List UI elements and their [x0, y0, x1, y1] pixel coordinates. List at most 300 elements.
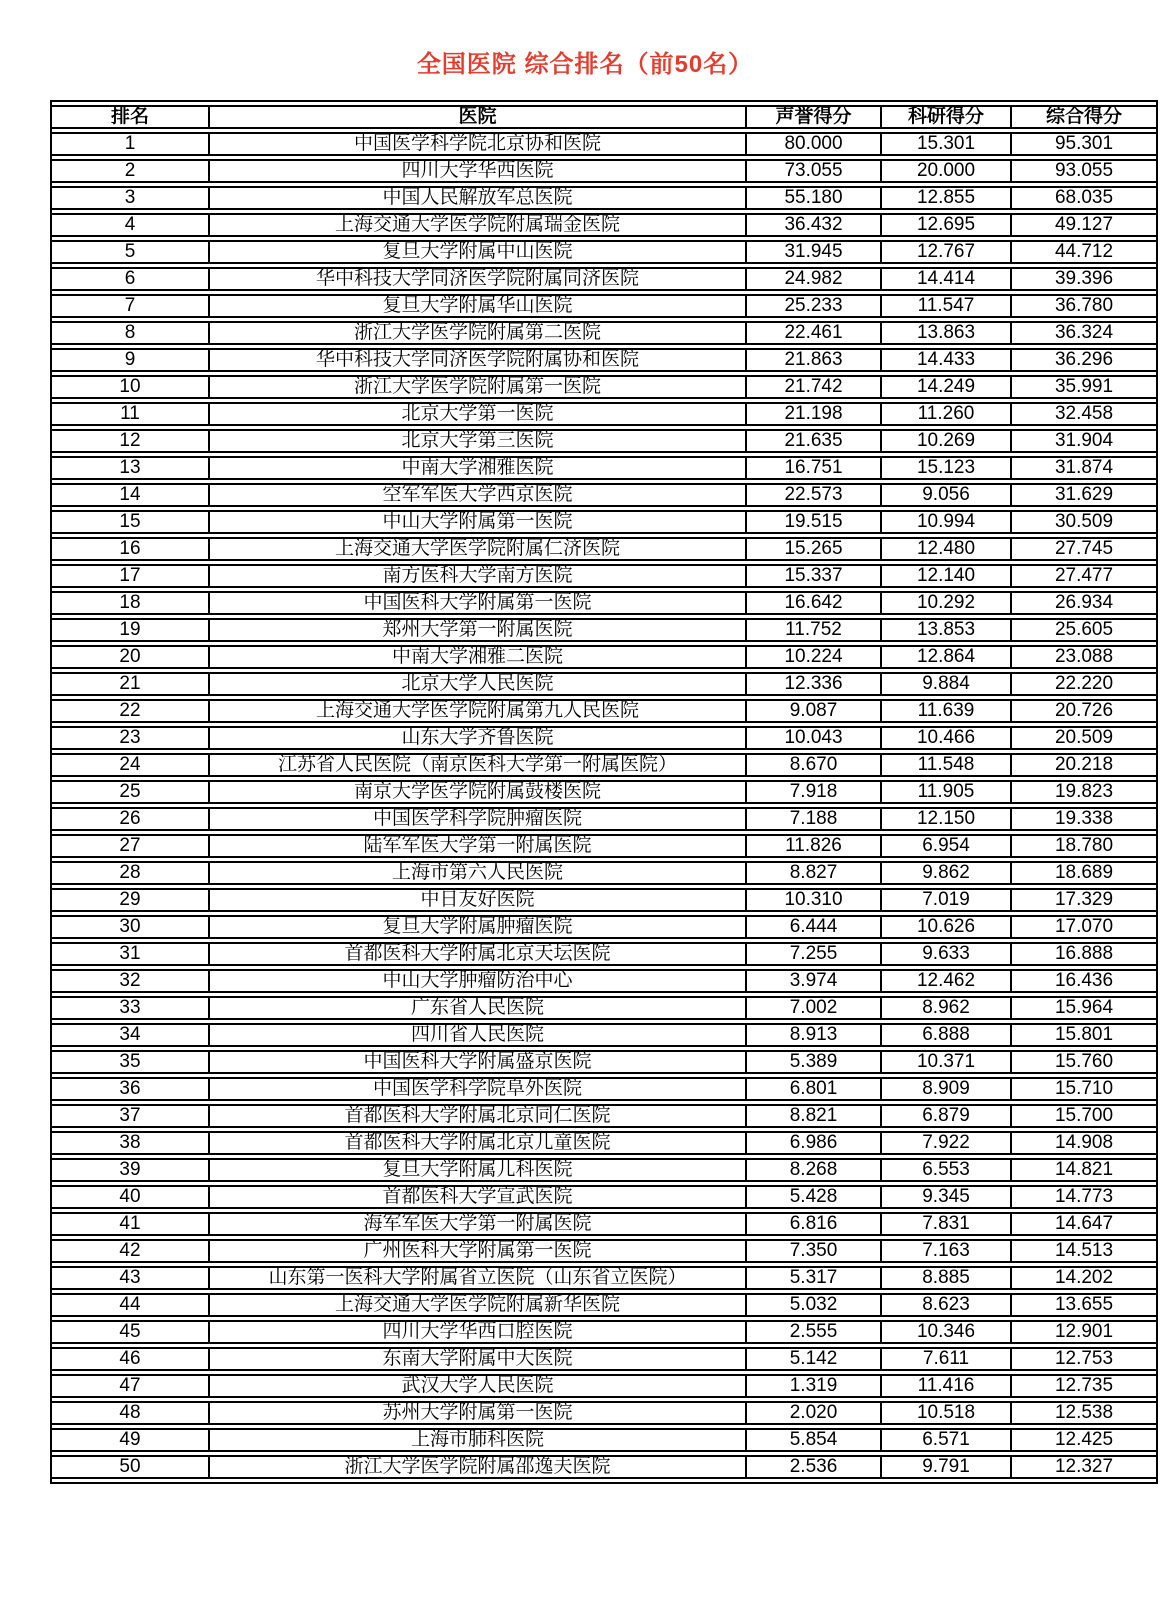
table-row [52, 699, 1156, 723]
overall-score-cell: 19.823 [1012, 780, 1156, 804]
table-row [52, 969, 1156, 993]
rank-cell: 32 [52, 969, 210, 993]
overall-score-cell: 16.888 [1012, 942, 1156, 966]
reputation-score-cell: 12.336 [747, 672, 882, 696]
hospital-name-cell: 中南大学湘雅医院 [210, 456, 747, 480]
overall-score-cell: 44.712 [1012, 240, 1156, 264]
rank-cell: 13 [52, 456, 210, 480]
rank-cell: 25 [52, 780, 210, 804]
reputation-score-cell: 8.913 [747, 1023, 882, 1047]
research-score-cell: 13.863 [882, 321, 1012, 345]
overall-score-cell: 36.780 [1012, 294, 1156, 318]
column-header-research: 科研得分 [882, 105, 1012, 129]
hospital-name-cell: 北京大学第一医院 [210, 402, 747, 426]
overall-score-cell: 23.088 [1012, 645, 1156, 669]
research-score-cell: 9.056 [882, 483, 1012, 507]
rank-cell: 49 [52, 1428, 210, 1452]
reputation-score-cell: 7.188 [747, 807, 882, 831]
table-row [52, 888, 1156, 912]
research-score-cell: 14.433 [882, 348, 1012, 372]
research-score-cell: 10.292 [882, 591, 1012, 615]
rank-cell: 28 [52, 861, 210, 885]
hospital-name-cell: 首都医科大学附属北京儿童医院 [210, 1131, 747, 1155]
hospital-name-cell: 上海交通大学医学院附属瑞金医院 [210, 213, 747, 237]
overall-score-cell: 14.513 [1012, 1239, 1156, 1263]
table-row [52, 1104, 1156, 1128]
table-row [52, 726, 1156, 750]
hospital-name-cell: 上海交通大学医学院附属第九人民医院 [210, 699, 747, 723]
reputation-score-cell: 5.317 [747, 1266, 882, 1290]
table-row [52, 213, 1156, 237]
reputation-score-cell: 25.233 [747, 294, 882, 318]
hospital-name-cell: 中国医学科学院阜外医院 [210, 1077, 747, 1101]
research-score-cell: 6.553 [882, 1158, 1012, 1182]
overall-score-cell: 17.329 [1012, 888, 1156, 912]
research-score-cell: 11.260 [882, 402, 1012, 426]
hospital-name-cell: 中日友好医院 [210, 888, 747, 912]
reputation-score-cell: 15.337 [747, 564, 882, 588]
overall-score-cell: 20.218 [1012, 753, 1156, 777]
table-row [52, 294, 1156, 318]
research-score-cell: 20.000 [882, 159, 1012, 183]
hospital-name-cell: 江苏省人民医院（南京医科大学第一附属医院） [210, 753, 747, 777]
table-row [52, 1455, 1156, 1479]
rank-cell: 14 [52, 483, 210, 507]
reputation-score-cell: 5.854 [747, 1428, 882, 1452]
rank-cell: 10 [52, 375, 210, 399]
hospital-name-cell: 华中科技大学同济医学院附属同济医院 [210, 267, 747, 291]
overall-score-cell: 31.629 [1012, 483, 1156, 507]
table-row [52, 1212, 1156, 1236]
overall-score-cell: 15.760 [1012, 1050, 1156, 1074]
overall-score-cell: 93.055 [1012, 159, 1156, 183]
hospital-name-cell: 山东大学齐鲁医院 [210, 726, 747, 750]
reputation-score-cell: 73.055 [747, 159, 882, 183]
overall-score-cell: 18.780 [1012, 834, 1156, 858]
hospital-name-cell: 浙江大学医学院附属邵逸夫医院 [210, 1455, 747, 1479]
research-score-cell: 14.414 [882, 267, 1012, 291]
reputation-score-cell: 1.319 [747, 1374, 882, 1398]
overall-score-cell: 31.904 [1012, 429, 1156, 453]
hospital-name-cell: 复旦大学附属肿瘤医院 [210, 915, 747, 939]
reputation-score-cell: 8.670 [747, 753, 882, 777]
table-row [52, 510, 1156, 534]
rank-cell: 30 [52, 915, 210, 939]
overall-score-cell: 14.773 [1012, 1185, 1156, 1209]
table-row [52, 1239, 1156, 1263]
reputation-score-cell: 21.198 [747, 402, 882, 426]
hospital-name-cell: 广东省人民医院 [210, 996, 747, 1020]
table-row [52, 159, 1156, 183]
table-row [52, 321, 1156, 345]
overall-score-cell: 20.509 [1012, 726, 1156, 750]
overall-score-cell: 14.647 [1012, 1212, 1156, 1236]
hospital-name-cell: 复旦大学附属华山医院 [210, 294, 747, 318]
overall-score-cell: 19.338 [1012, 807, 1156, 831]
hospital-name-cell: 空军军医大学西京医院 [210, 483, 747, 507]
table-row [52, 456, 1156, 480]
overall-score-cell: 36.296 [1012, 348, 1156, 372]
table-row [52, 1158, 1156, 1182]
hospital-name-cell: 中国医科大学附属盛京医院 [210, 1050, 747, 1074]
rank-cell: 50 [52, 1455, 210, 1479]
table-row [52, 564, 1156, 588]
overall-score-cell: 12.538 [1012, 1401, 1156, 1425]
overall-score-cell: 30.509 [1012, 510, 1156, 534]
hospital-name-cell: 上海交通大学医学院附属新华医院 [210, 1293, 747, 1317]
rank-cell: 27 [52, 834, 210, 858]
hospital-name-cell: 南京大学医学院附属鼓楼医院 [210, 780, 747, 804]
hospital-name-cell: 苏州大学附属第一医院 [210, 1401, 747, 1425]
reputation-score-cell: 16.642 [747, 591, 882, 615]
research-score-cell: 8.962 [882, 996, 1012, 1020]
rank-cell: 33 [52, 996, 210, 1020]
hospital-name-cell: 上海交通大学医学院附属仁济医院 [210, 537, 747, 561]
rank-cell: 31 [52, 942, 210, 966]
table-row [52, 1131, 1156, 1155]
overall-score-cell: 20.726 [1012, 699, 1156, 723]
reputation-score-cell: 19.515 [747, 510, 882, 534]
table-row [52, 807, 1156, 831]
research-score-cell: 7.922 [882, 1131, 1012, 1155]
table-row [52, 483, 1156, 507]
reputation-score-cell: 11.752 [747, 618, 882, 642]
table-row [52, 1185, 1156, 1209]
hospital-name-cell: 上海市第六人民医院 [210, 861, 747, 885]
rank-cell: 35 [52, 1050, 210, 1074]
overall-score-cell: 95.301 [1012, 132, 1156, 156]
reputation-score-cell: 5.032 [747, 1293, 882, 1317]
research-score-cell: 8.623 [882, 1293, 1012, 1317]
hospital-name-cell: 首都医科大学附属北京天坛医院 [210, 942, 747, 966]
hospital-name-cell: 复旦大学附属儿科医院 [210, 1158, 747, 1182]
reputation-score-cell: 3.974 [747, 969, 882, 993]
reputation-score-cell: 24.982 [747, 267, 882, 291]
overall-score-cell: 12.901 [1012, 1320, 1156, 1344]
research-score-cell: 10.346 [882, 1320, 1012, 1344]
reputation-score-cell: 31.945 [747, 240, 882, 264]
reputation-score-cell: 5.142 [747, 1347, 882, 1371]
hospital-name-cell: 郑州大学第一附属医院 [210, 618, 747, 642]
rank-cell: 7 [52, 294, 210, 318]
research-score-cell: 15.123 [882, 456, 1012, 480]
research-score-cell: 15.301 [882, 132, 1012, 156]
research-score-cell: 10.994 [882, 510, 1012, 534]
hospital-name-cell: 上海市肺科医院 [210, 1428, 747, 1452]
table-row [52, 1374, 1156, 1398]
table-row [52, 1428, 1156, 1452]
reputation-score-cell: 21.635 [747, 429, 882, 453]
table-row [52, 780, 1156, 804]
table-row [52, 132, 1156, 156]
reputation-score-cell: 2.536 [747, 1455, 882, 1479]
table-row [52, 1293, 1156, 1317]
research-score-cell: 6.888 [882, 1023, 1012, 1047]
table-row [52, 537, 1156, 561]
reputation-score-cell: 10.310 [747, 888, 882, 912]
research-score-cell: 7.019 [882, 888, 1012, 912]
hospital-name-cell: 中国医学科学院肿瘤医院 [210, 807, 747, 831]
research-score-cell: 13.853 [882, 618, 1012, 642]
reputation-score-cell: 21.742 [747, 375, 882, 399]
rank-cell: 46 [52, 1347, 210, 1371]
table-row [52, 1023, 1156, 1047]
table-row [52, 915, 1156, 939]
reputation-score-cell: 10.224 [747, 645, 882, 669]
table-row [52, 375, 1156, 399]
rank-cell: 11 [52, 402, 210, 426]
hospital-name-cell: 四川大学华西口腔医院 [210, 1320, 747, 1344]
reputation-score-cell: 5.389 [747, 1050, 882, 1074]
reputation-score-cell: 8.821 [747, 1104, 882, 1128]
rank-cell: 5 [52, 240, 210, 264]
rank-cell: 48 [52, 1401, 210, 1425]
rank-cell: 16 [52, 537, 210, 561]
research-score-cell: 14.249 [882, 375, 1012, 399]
research-score-cell: 10.371 [882, 1050, 1012, 1074]
table-row [52, 1401, 1156, 1425]
rank-cell: 22 [52, 699, 210, 723]
reputation-score-cell: 2.020 [747, 1401, 882, 1425]
research-score-cell: 10.466 [882, 726, 1012, 750]
rank-cell: 1 [52, 132, 210, 156]
hospital-name-cell: 武汉大学人民医院 [210, 1374, 747, 1398]
research-score-cell: 12.695 [882, 213, 1012, 237]
table-row [52, 240, 1156, 264]
rank-cell: 42 [52, 1239, 210, 1263]
reputation-score-cell: 21.863 [747, 348, 882, 372]
overall-score-cell: 12.753 [1012, 1347, 1156, 1371]
hospital-name-cell: 东南大学附属中大医院 [210, 1347, 747, 1371]
reputation-score-cell: 16.751 [747, 456, 882, 480]
research-score-cell: 11.548 [882, 753, 1012, 777]
overall-score-cell: 32.458 [1012, 402, 1156, 426]
rank-cell: 18 [52, 591, 210, 615]
research-score-cell: 12.855 [882, 186, 1012, 210]
rank-cell: 34 [52, 1023, 210, 1047]
research-score-cell: 12.480 [882, 537, 1012, 561]
reputation-score-cell: 8.827 [747, 861, 882, 885]
hospital-name-cell: 南方医科大学南方医院 [210, 564, 747, 588]
reputation-score-cell: 10.043 [747, 726, 882, 750]
research-score-cell: 11.639 [882, 699, 1012, 723]
reputation-score-cell: 6.816 [747, 1212, 882, 1236]
reputation-score-cell: 5.428 [747, 1185, 882, 1209]
research-score-cell: 11.905 [882, 780, 1012, 804]
column-header-rank: 排名 [52, 105, 210, 129]
overall-score-cell: 36.324 [1012, 321, 1156, 345]
overall-score-cell: 35.991 [1012, 375, 1156, 399]
overall-score-cell: 12.735 [1012, 1374, 1156, 1398]
hospital-name-cell: 海军军医大学第一附属医院 [210, 1212, 747, 1236]
research-score-cell: 7.163 [882, 1239, 1012, 1263]
overall-score-cell: 22.220 [1012, 672, 1156, 696]
reputation-score-cell: 7.350 [747, 1239, 882, 1263]
overall-score-cell: 25.605 [1012, 618, 1156, 642]
table-row [52, 1050, 1156, 1074]
rank-cell: 2 [52, 159, 210, 183]
overall-score-cell: 15.710 [1012, 1077, 1156, 1101]
rank-cell: 43 [52, 1266, 210, 1290]
research-score-cell: 7.611 [882, 1347, 1012, 1371]
hospital-name-cell: 四川大学华西医院 [210, 159, 747, 183]
table-row [52, 1347, 1156, 1371]
reputation-score-cell: 9.087 [747, 699, 882, 723]
rank-cell: 29 [52, 888, 210, 912]
research-score-cell: 9.884 [882, 672, 1012, 696]
rank-cell: 21 [52, 672, 210, 696]
table-row [52, 186, 1156, 210]
hospital-name-cell: 中国人民解放军总医院 [210, 186, 747, 210]
table-row [52, 645, 1156, 669]
hospital-ranking-table [52, 102, 1156, 1482]
rank-cell: 19 [52, 618, 210, 642]
table-row [52, 672, 1156, 696]
header-row [52, 105, 1156, 129]
reputation-score-cell: 55.180 [747, 186, 882, 210]
table-row [52, 618, 1156, 642]
hospital-name-cell: 首都医科大学附属北京同仁医院 [210, 1104, 747, 1128]
research-score-cell: 8.909 [882, 1077, 1012, 1101]
rank-cell: 8 [52, 321, 210, 345]
overall-score-cell: 18.689 [1012, 861, 1156, 885]
rank-cell: 24 [52, 753, 210, 777]
hospital-name-cell: 复旦大学附属中山医院 [210, 240, 747, 264]
reputation-score-cell: 15.265 [747, 537, 882, 561]
hospital-name-cell: 陆军军医大学第一附属医院 [210, 834, 747, 858]
rank-cell: 4 [52, 213, 210, 237]
reputation-score-cell: 8.268 [747, 1158, 882, 1182]
research-score-cell: 9.633 [882, 942, 1012, 966]
rank-cell: 38 [52, 1131, 210, 1155]
rank-cell: 41 [52, 1212, 210, 1236]
research-score-cell: 12.150 [882, 807, 1012, 831]
research-score-cell: 9.345 [882, 1185, 1012, 1209]
table-row [52, 591, 1156, 615]
research-score-cell: 6.571 [882, 1428, 1012, 1452]
overall-score-cell: 27.477 [1012, 564, 1156, 588]
rank-cell: 3 [52, 186, 210, 210]
research-score-cell: 10.518 [882, 1401, 1012, 1425]
hospital-name-cell: 四川省人民医院 [210, 1023, 747, 1047]
rank-cell: 20 [52, 645, 210, 669]
rank-cell: 23 [52, 726, 210, 750]
overall-score-cell: 14.821 [1012, 1158, 1156, 1182]
table-row [52, 942, 1156, 966]
hospital-name-cell: 中南大学湘雅二医院 [210, 645, 747, 669]
rank-cell: 9 [52, 348, 210, 372]
research-score-cell: 12.864 [882, 645, 1012, 669]
table-row [52, 429, 1156, 453]
overall-score-cell: 12.327 [1012, 1455, 1156, 1479]
research-score-cell: 9.791 [882, 1455, 1012, 1479]
rank-cell: 40 [52, 1185, 210, 1209]
overall-score-cell: 26.934 [1012, 591, 1156, 615]
hospital-name-cell: 中山大学附属第一医院 [210, 510, 747, 534]
research-score-cell: 7.831 [882, 1212, 1012, 1236]
overall-score-cell: 13.655 [1012, 1293, 1156, 1317]
research-score-cell: 6.879 [882, 1104, 1012, 1128]
overall-score-cell: 14.908 [1012, 1131, 1156, 1155]
overall-score-cell: 15.801 [1012, 1023, 1156, 1047]
hospital-name-cell: 山东第一医科大学附属省立医院（山东省立医院） [210, 1266, 747, 1290]
research-score-cell: 12.767 [882, 240, 1012, 264]
hospital-name-cell: 中山大学肿瘤防治中心 [210, 969, 747, 993]
rank-cell: 37 [52, 1104, 210, 1128]
reputation-score-cell: 7.255 [747, 942, 882, 966]
reputation-score-cell: 2.555 [747, 1320, 882, 1344]
rank-cell: 26 [52, 807, 210, 831]
research-score-cell: 10.269 [882, 429, 1012, 453]
hospital-name-cell: 北京大学人民医院 [210, 672, 747, 696]
overall-score-cell: 12.425 [1012, 1428, 1156, 1452]
research-score-cell: 12.462 [882, 969, 1012, 993]
research-score-cell: 8.885 [882, 1266, 1012, 1290]
rank-cell: 15 [52, 510, 210, 534]
table-row [52, 1077, 1156, 1101]
overall-score-cell: 14.202 [1012, 1266, 1156, 1290]
hospital-name-cell: 广州医科大学附属第一医院 [210, 1239, 747, 1263]
reputation-score-cell: 22.461 [747, 321, 882, 345]
table-row [52, 267, 1156, 291]
page-title: 全国医院 综合排名（前50名） [416, 51, 754, 78]
ranking-table-frame [50, 100, 1158, 1484]
overall-score-cell: 49.127 [1012, 213, 1156, 237]
table-row [52, 753, 1156, 777]
column-header-overall: 综合得分 [1012, 105, 1156, 129]
rank-cell: 17 [52, 564, 210, 588]
table-row [52, 402, 1156, 426]
reputation-score-cell: 22.573 [747, 483, 882, 507]
research-score-cell: 11.416 [882, 1374, 1012, 1398]
rank-cell: 6 [52, 267, 210, 291]
table-row [52, 861, 1156, 885]
reputation-score-cell: 7.002 [747, 996, 882, 1020]
table-row [52, 1320, 1156, 1344]
reputation-score-cell: 36.432 [747, 213, 882, 237]
overall-score-cell: 17.070 [1012, 915, 1156, 939]
hospital-name-cell: 首都医科大学宣武医院 [210, 1185, 747, 1209]
overall-score-cell: 27.745 [1012, 537, 1156, 561]
overall-score-cell: 68.035 [1012, 186, 1156, 210]
rank-cell: 44 [52, 1293, 210, 1317]
column-header-reputation: 声誉得分 [747, 105, 882, 129]
rank-cell: 47 [52, 1374, 210, 1398]
hospital-name-cell: 中国医学科学院北京协和医院 [210, 132, 747, 156]
overall-score-cell: 16.436 [1012, 969, 1156, 993]
table-row [52, 1266, 1156, 1290]
hospital-name-cell: 北京大学第三医院 [210, 429, 747, 453]
column-header-hospital: 医院 [210, 105, 747, 129]
research-score-cell: 9.862 [882, 861, 1012, 885]
reputation-score-cell: 7.918 [747, 780, 882, 804]
reputation-score-cell: 6.986 [747, 1131, 882, 1155]
rank-cell: 36 [52, 1077, 210, 1101]
table-row [52, 348, 1156, 372]
overall-score-cell: 15.964 [1012, 996, 1156, 1020]
research-score-cell: 10.626 [882, 915, 1012, 939]
hospital-name-cell: 华中科技大学同济医学院附属协和医院 [210, 348, 747, 372]
rank-cell: 45 [52, 1320, 210, 1344]
table-row [52, 834, 1156, 858]
reputation-score-cell: 6.801 [747, 1077, 882, 1101]
research-score-cell: 11.547 [882, 294, 1012, 318]
reputation-score-cell: 6.444 [747, 915, 882, 939]
research-score-cell: 6.954 [882, 834, 1012, 858]
reputation-score-cell: 80.000 [747, 132, 882, 156]
hospital-name-cell: 中国医科大学附属第一医院 [210, 591, 747, 615]
table-row [52, 996, 1156, 1020]
